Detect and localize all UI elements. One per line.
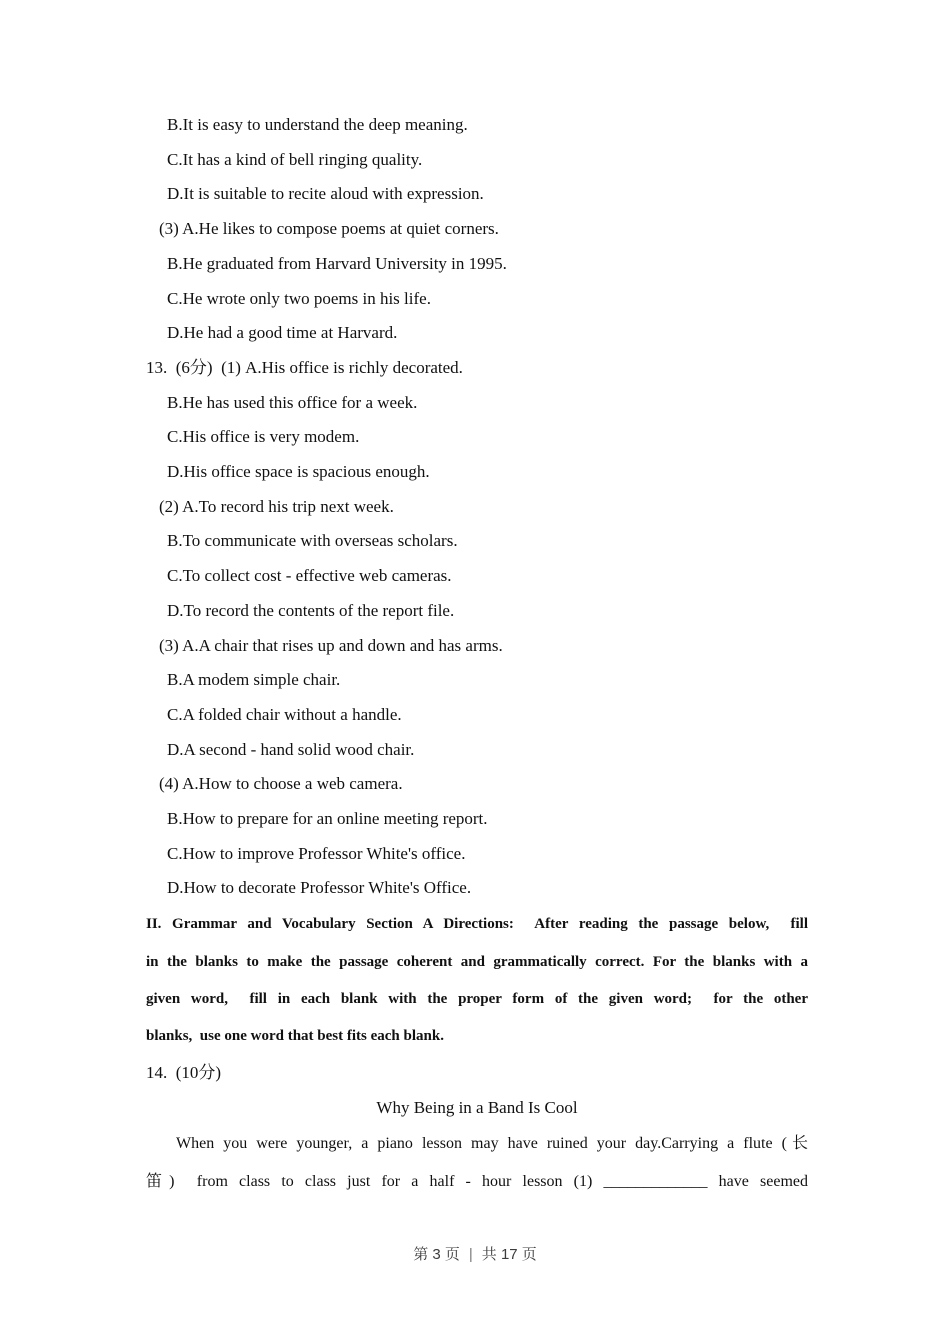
answer-option-line: D.To record the contents of the report file. — [167, 600, 455, 620]
page-number-label: 第 3 页 — [413, 1246, 460, 1263]
document-content — [146, 108, 808, 1200]
answer-option-line: B.A modem simple chair. — [167, 670, 341, 690]
answer-option-line: B.To communicate with overseas scholars. — [167, 531, 458, 551]
answer-option-line: D.A second - hand solid wood chair. — [167, 739, 415, 759]
sub-question-options-line: (4) A.How to choose a web camera. — [159, 774, 403, 794]
sub-question-options-line: (2) A.To record his trip next week. — [159, 496, 394, 516]
answer-option-line: C.How to improve Professor White's office. — [167, 843, 466, 863]
question-number-line: 14. (10分) — [146, 1062, 222, 1082]
passage-title: Why Being in a Band Is Cool — [376, 1097, 578, 1117]
answer-option-line: C.A folded chair without a handle. — [167, 704, 402, 724]
passage-text-line: 笛) from class to class just for a half - hour lesson (1) _____________ have seemed — [146, 1172, 808, 1190]
page-separator: | — [468, 1246, 473, 1263]
answer-option-line: D.His office space is spacious enough. — [167, 462, 430, 482]
answer-option-line: B.He graduated from Harvard University in 1995. — [167, 253, 507, 273]
section-directions-line: in the blanks to make the passage coherent and grammatically correct. For the blanks with a — [146, 953, 808, 970]
answer-option-line: C.He wrote only two poems in his life. — [167, 288, 431, 308]
sub-question-options-line: (3) A.A chair that rises up and down and has arms. — [159, 635, 503, 655]
answer-option-line: B.It is easy to understand the deep meaning. — [167, 115, 468, 134]
question-number-line: 13. (6分) (1) A.His office is richly decorated. — [146, 357, 463, 377]
section-directions-line: blanks, use one word that best fits each blank. — [146, 1028, 444, 1045]
answer-option-line: B.How to prepare for an online meeting report. — [167, 809, 488, 829]
answer-option-line: C.It has a kind of bell ringing quality. — [167, 149, 423, 169]
section-directions-line: given word, fill in each blank with the proper form of the given word; for the other — [146, 990, 808, 1007]
section-directions-line: II. Grammar and Vocabulary Section A Directions: After reading the passage below, fill — [146, 916, 808, 933]
answer-option-line: B.He has used this office for a week. — [167, 392, 418, 412]
answer-option-line: D.He had a good time at Harvard. — [167, 323, 398, 343]
answer-option-line: D.How to decorate Professor White's Office. — [167, 878, 472, 898]
answer-option-line: D.It is suitable to recite aloud with expression. — [167, 184, 484, 204]
passage-text-line: When you were younger, a piano lesson may have ruined your day.Carrying a flute (长 — [176, 1135, 808, 1153]
page-total-label: 共 17 页 — [481, 1246, 537, 1263]
answer-option-line: C.His office is very modem. — [167, 427, 360, 447]
page-footer — [0, 1243, 950, 1264]
sub-question-options-line: (3) A.He likes to compose poems at quiet corners. — [159, 219, 499, 239]
answer-option-line: C.To collect cost - effective web cameras. — [167, 566, 452, 586]
